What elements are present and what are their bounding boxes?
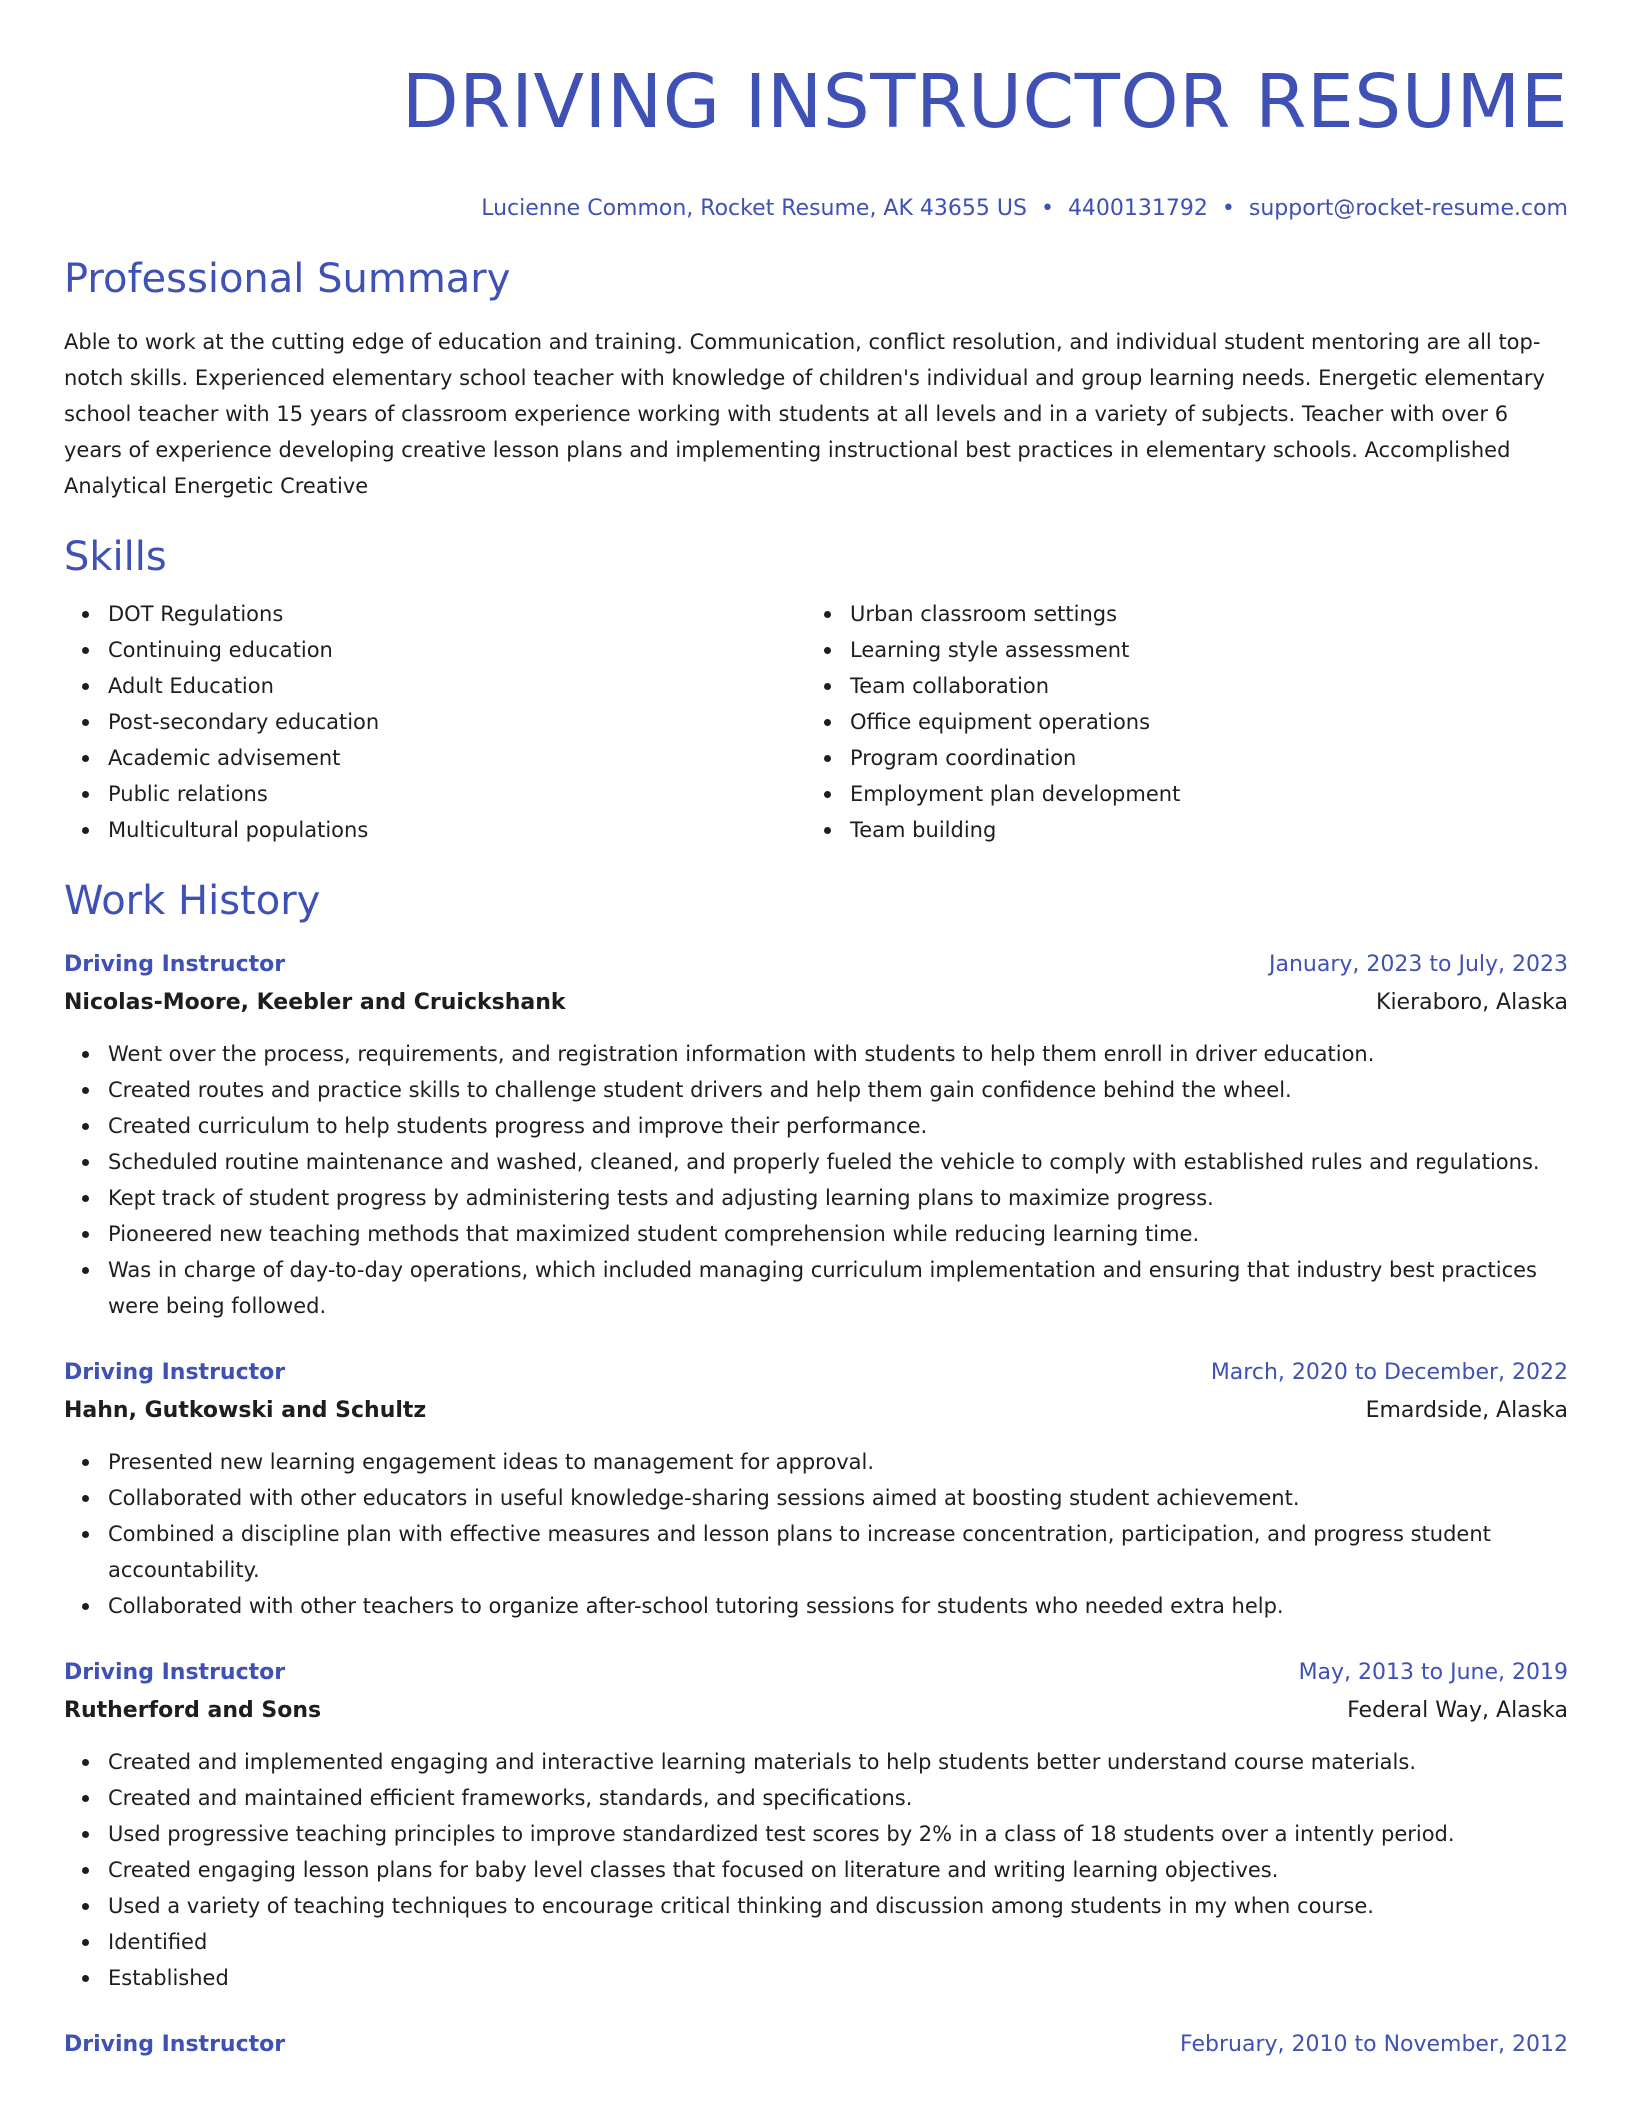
contact-email[interactable]: support@rocket-resume.com xyxy=(1248,196,1568,221)
job-bullet: Presented new learning engagement ideas to management for approval. xyxy=(108,1444,1568,1480)
resume-title: DRIVING INSTRUCTOR RESUME xyxy=(401,59,1568,145)
skills-list xyxy=(64,596,1568,848)
job-bullet: Combined a discipline plan with effective measures and lesson plans to increase concentration, participation, and progress student accountability. xyxy=(108,1516,1568,1588)
job-bullets xyxy=(64,1744,1568,1996)
skills-column-right xyxy=(806,596,1548,848)
job-title: Driving Instructor xyxy=(64,1360,286,1385)
section-heading-work-history: Work History xyxy=(64,878,321,924)
job-bullet: Created engaging lesson plans for baby level classes that focused on literature and writing learning objectives. xyxy=(108,1852,1568,1888)
section-heading-summary: Professional Summary xyxy=(64,256,511,302)
skill-item: Multicultural populations xyxy=(108,812,806,848)
job-bullet: Identified xyxy=(108,1924,1568,1960)
skill-item: Office equipment operations xyxy=(850,704,1548,740)
job-bullet: Used a variety of teaching techniques to encourage critical thinking and discussion among students in my when course. xyxy=(108,1888,1568,1924)
skill-item: Continuing education xyxy=(108,632,806,668)
job-entry xyxy=(64,1354,1568,1624)
job-bullet: Went over the process, requirements, and registration information with students to help them enroll in driver education. xyxy=(108,1036,1568,1072)
resume-page xyxy=(64,0,1568,2064)
job-company: Hahn, Gutkowski and Schultz xyxy=(64,1398,427,1423)
job-dates: January, 2023 to July, 2023 xyxy=(1269,952,1568,977)
contact-separator: • xyxy=(1221,196,1235,221)
job-header xyxy=(64,1354,1568,1392)
summary-text: Able to work at the cutting edge of education and training. Communication, conflict resolution, and individual student mentoring are all top-notch skills. Experienced elementary school teacher with knowledge of children's individual and group learning needs. Energetic elementary school teacher with 15 years of classroom experience working with students at all levels and in a variety of subjects. Teacher with over 6 years of experience developing creative lesson plans and implementing instructional best practices in elementary schools. Accomplished Analytical Energetic Creative xyxy=(64,330,1545,498)
job-title: Driving Instructor xyxy=(64,952,286,977)
job-location: Emardside, Alaska xyxy=(1365,1398,1568,1423)
job-dates: March, 2020 to December, 2022 xyxy=(1210,1360,1568,1385)
skill-item: Learning style assessment xyxy=(850,632,1548,668)
contact-address: Lucienne Common, Rocket Resume, AK 43655 US xyxy=(481,196,1027,221)
job-header xyxy=(64,946,1568,984)
job-bullet: Created and maintained efficient frameworks, standards, and specifications. xyxy=(108,1780,1568,1816)
skills-column-left xyxy=(64,596,806,848)
job-bullet: Pioneered new teaching methods that maximized student comprehension while reducing learning time. xyxy=(108,1216,1568,1252)
contact-separator: • xyxy=(1040,196,1054,221)
job-bullet: Collaborated with other teachers to organize after-school tutoring sessions for students who needed extra help. xyxy=(108,1588,1568,1624)
job-header xyxy=(64,1654,1568,1692)
job-bullet: Collaborated with other educators in useful knowledge-sharing sessions aimed at boosting student achievement. xyxy=(108,1480,1568,1516)
job-location: Kieraboro, Alaska xyxy=(1376,990,1568,1015)
contact-phone: 4400131792 xyxy=(1067,196,1208,221)
skill-item: Team collaboration xyxy=(850,668,1548,704)
job-entry xyxy=(64,1654,1568,1996)
job-bullet: Used progressive teaching principles to improve standardized test scores by 2% in a class of 18 students over a intently period. xyxy=(108,1816,1568,1852)
skill-item: Academic advisement xyxy=(108,740,806,776)
section-heading-skills: Skills xyxy=(64,534,167,580)
job-employer xyxy=(64,1392,1568,1430)
job-bullets xyxy=(64,1444,1568,1624)
job-entry xyxy=(64,2026,1568,2064)
job-header xyxy=(64,2026,1568,2064)
job-location: Federal Way, Alaska xyxy=(1347,1698,1568,1723)
job-bullet: Kept track of student progress by administering tests and adjusting learning plans to maximize progress. xyxy=(108,1180,1568,1216)
job-employer xyxy=(64,984,1568,1022)
job-employer xyxy=(64,1692,1568,1730)
job-bullets xyxy=(64,1036,1568,1324)
skill-item: Employment plan development xyxy=(850,776,1548,812)
contact-line xyxy=(64,194,1568,224)
skill-item: Team building xyxy=(850,812,1548,848)
job-bullet: Created and implemented engaging and interactive learning materials to help students better understand course materials. xyxy=(108,1744,1568,1780)
job-bullet: Created curriculum to help students progress and improve their performance. xyxy=(108,1108,1568,1144)
skill-item: Post-secondary education xyxy=(108,704,806,740)
job-bullet: Was in charge of day-to-day operations, which included managing curriculum implementation and ensuring that industry best practices were being followed. xyxy=(108,1252,1568,1324)
skill-item: Urban classroom settings xyxy=(850,596,1548,632)
job-bullet: Created routes and practice skills to challenge student drivers and help them gain confidence behind the wheel. xyxy=(108,1072,1568,1108)
job-bullet: Scheduled routine maintenance and washed, cleaned, and properly fueled the vehicle to comply with established rules and regulations. xyxy=(108,1144,1568,1180)
job-dates: May, 2013 to June, 2019 xyxy=(1298,1660,1568,1685)
job-title: Driving Instructor xyxy=(64,1660,286,1685)
job-company: Rutherford and Sons xyxy=(64,1698,322,1723)
job-entry xyxy=(64,946,1568,1324)
skill-item: DOT Regulations xyxy=(108,596,806,632)
job-bullet: Established xyxy=(108,1960,1568,1996)
skill-item: Adult Education xyxy=(108,668,806,704)
skill-item: Public relations xyxy=(108,776,806,812)
job-dates: February, 2010 to November, 2012 xyxy=(1180,2032,1568,2057)
job-company: Nicolas-Moore, Keebler and Cruickshank xyxy=(64,990,566,1015)
skill-item: Program coordination xyxy=(850,740,1548,776)
job-title: Driving Instructor xyxy=(64,2032,286,2057)
